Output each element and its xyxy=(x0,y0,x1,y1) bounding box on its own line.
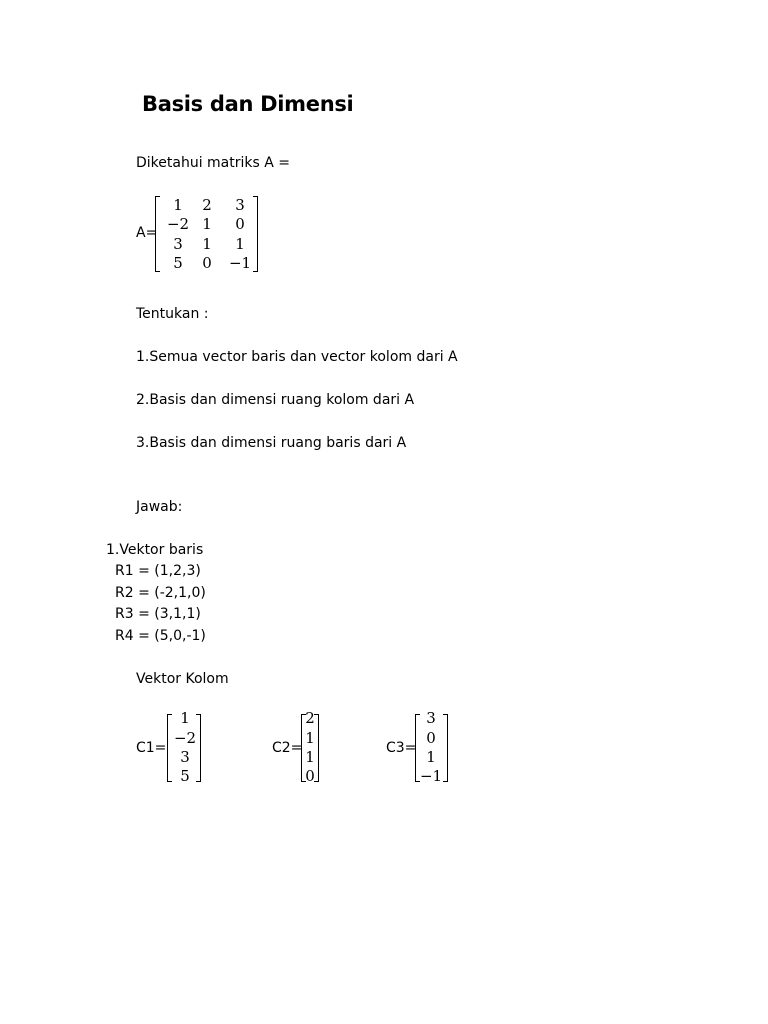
column-value: 3 xyxy=(426,709,436,727)
matrix-a-cell: 0 xyxy=(202,254,212,272)
column-vector-label: C2= xyxy=(272,740,303,756)
column-value: −2 xyxy=(173,729,197,747)
question-3: 3.Basis dan dimensi ruang baris dari A xyxy=(136,435,407,451)
column-vector-label: C1= xyxy=(136,740,167,756)
column-value: 0 xyxy=(426,729,436,747)
matrix-a-cell: 1 xyxy=(202,215,212,233)
matrix-a-left-bracket xyxy=(155,196,160,272)
page-title: Basis dan Dimensi xyxy=(142,92,354,116)
column-vector-label: C3= xyxy=(386,740,417,756)
row-vector-4: R4 = (5,0,-1) xyxy=(115,628,206,644)
row-vector-2: R2 = (-2,1,0) xyxy=(115,585,206,601)
question-2: 2.Basis dan dimensi ruang kolom dari A xyxy=(136,392,415,408)
column-value: 1 xyxy=(180,709,190,727)
answer-heading: 1.Vektor baris xyxy=(106,542,204,558)
column-value: 0 xyxy=(305,767,315,785)
matrix-a-cell: 2 xyxy=(202,196,212,214)
matrix-a-cell: 3 xyxy=(173,235,183,253)
matrix-a-cell: 1 xyxy=(173,196,183,214)
row-vector-3: R3 = (3,1,1) xyxy=(115,606,201,622)
column-value: 5 xyxy=(180,767,190,785)
column-value: 3 xyxy=(180,748,190,766)
column-value: 1 xyxy=(305,729,315,747)
row-vector-1: R1 = (1,2,3) xyxy=(115,563,201,579)
matrix-a-cell: 5 xyxy=(173,254,183,272)
matrix-a-cell: 0 xyxy=(235,215,245,233)
column-value: 1 xyxy=(305,748,315,766)
matrix-a-label: A= xyxy=(136,225,158,241)
matrix-a-cell: −1 xyxy=(228,254,252,272)
kolom-heading: Vektor Kolom xyxy=(136,671,229,687)
column-value: 1 xyxy=(426,748,436,766)
matrix-a-cell: 3 xyxy=(235,196,245,214)
tentukan-heading: Tentukan : xyxy=(136,306,209,322)
matrix-a-cell: 1 xyxy=(202,235,212,253)
column-value: 2 xyxy=(305,709,315,727)
question-1: 1.Semua vector baris dan vector kolom dari A xyxy=(136,349,458,365)
intro-text: Diketahui matriks A = xyxy=(136,155,291,171)
jawab-heading: Jawab: xyxy=(136,499,183,515)
column-value: −1 xyxy=(419,767,443,785)
matrix-a-cell: −2 xyxy=(166,215,190,233)
matrix-a-cell: 1 xyxy=(235,235,245,253)
